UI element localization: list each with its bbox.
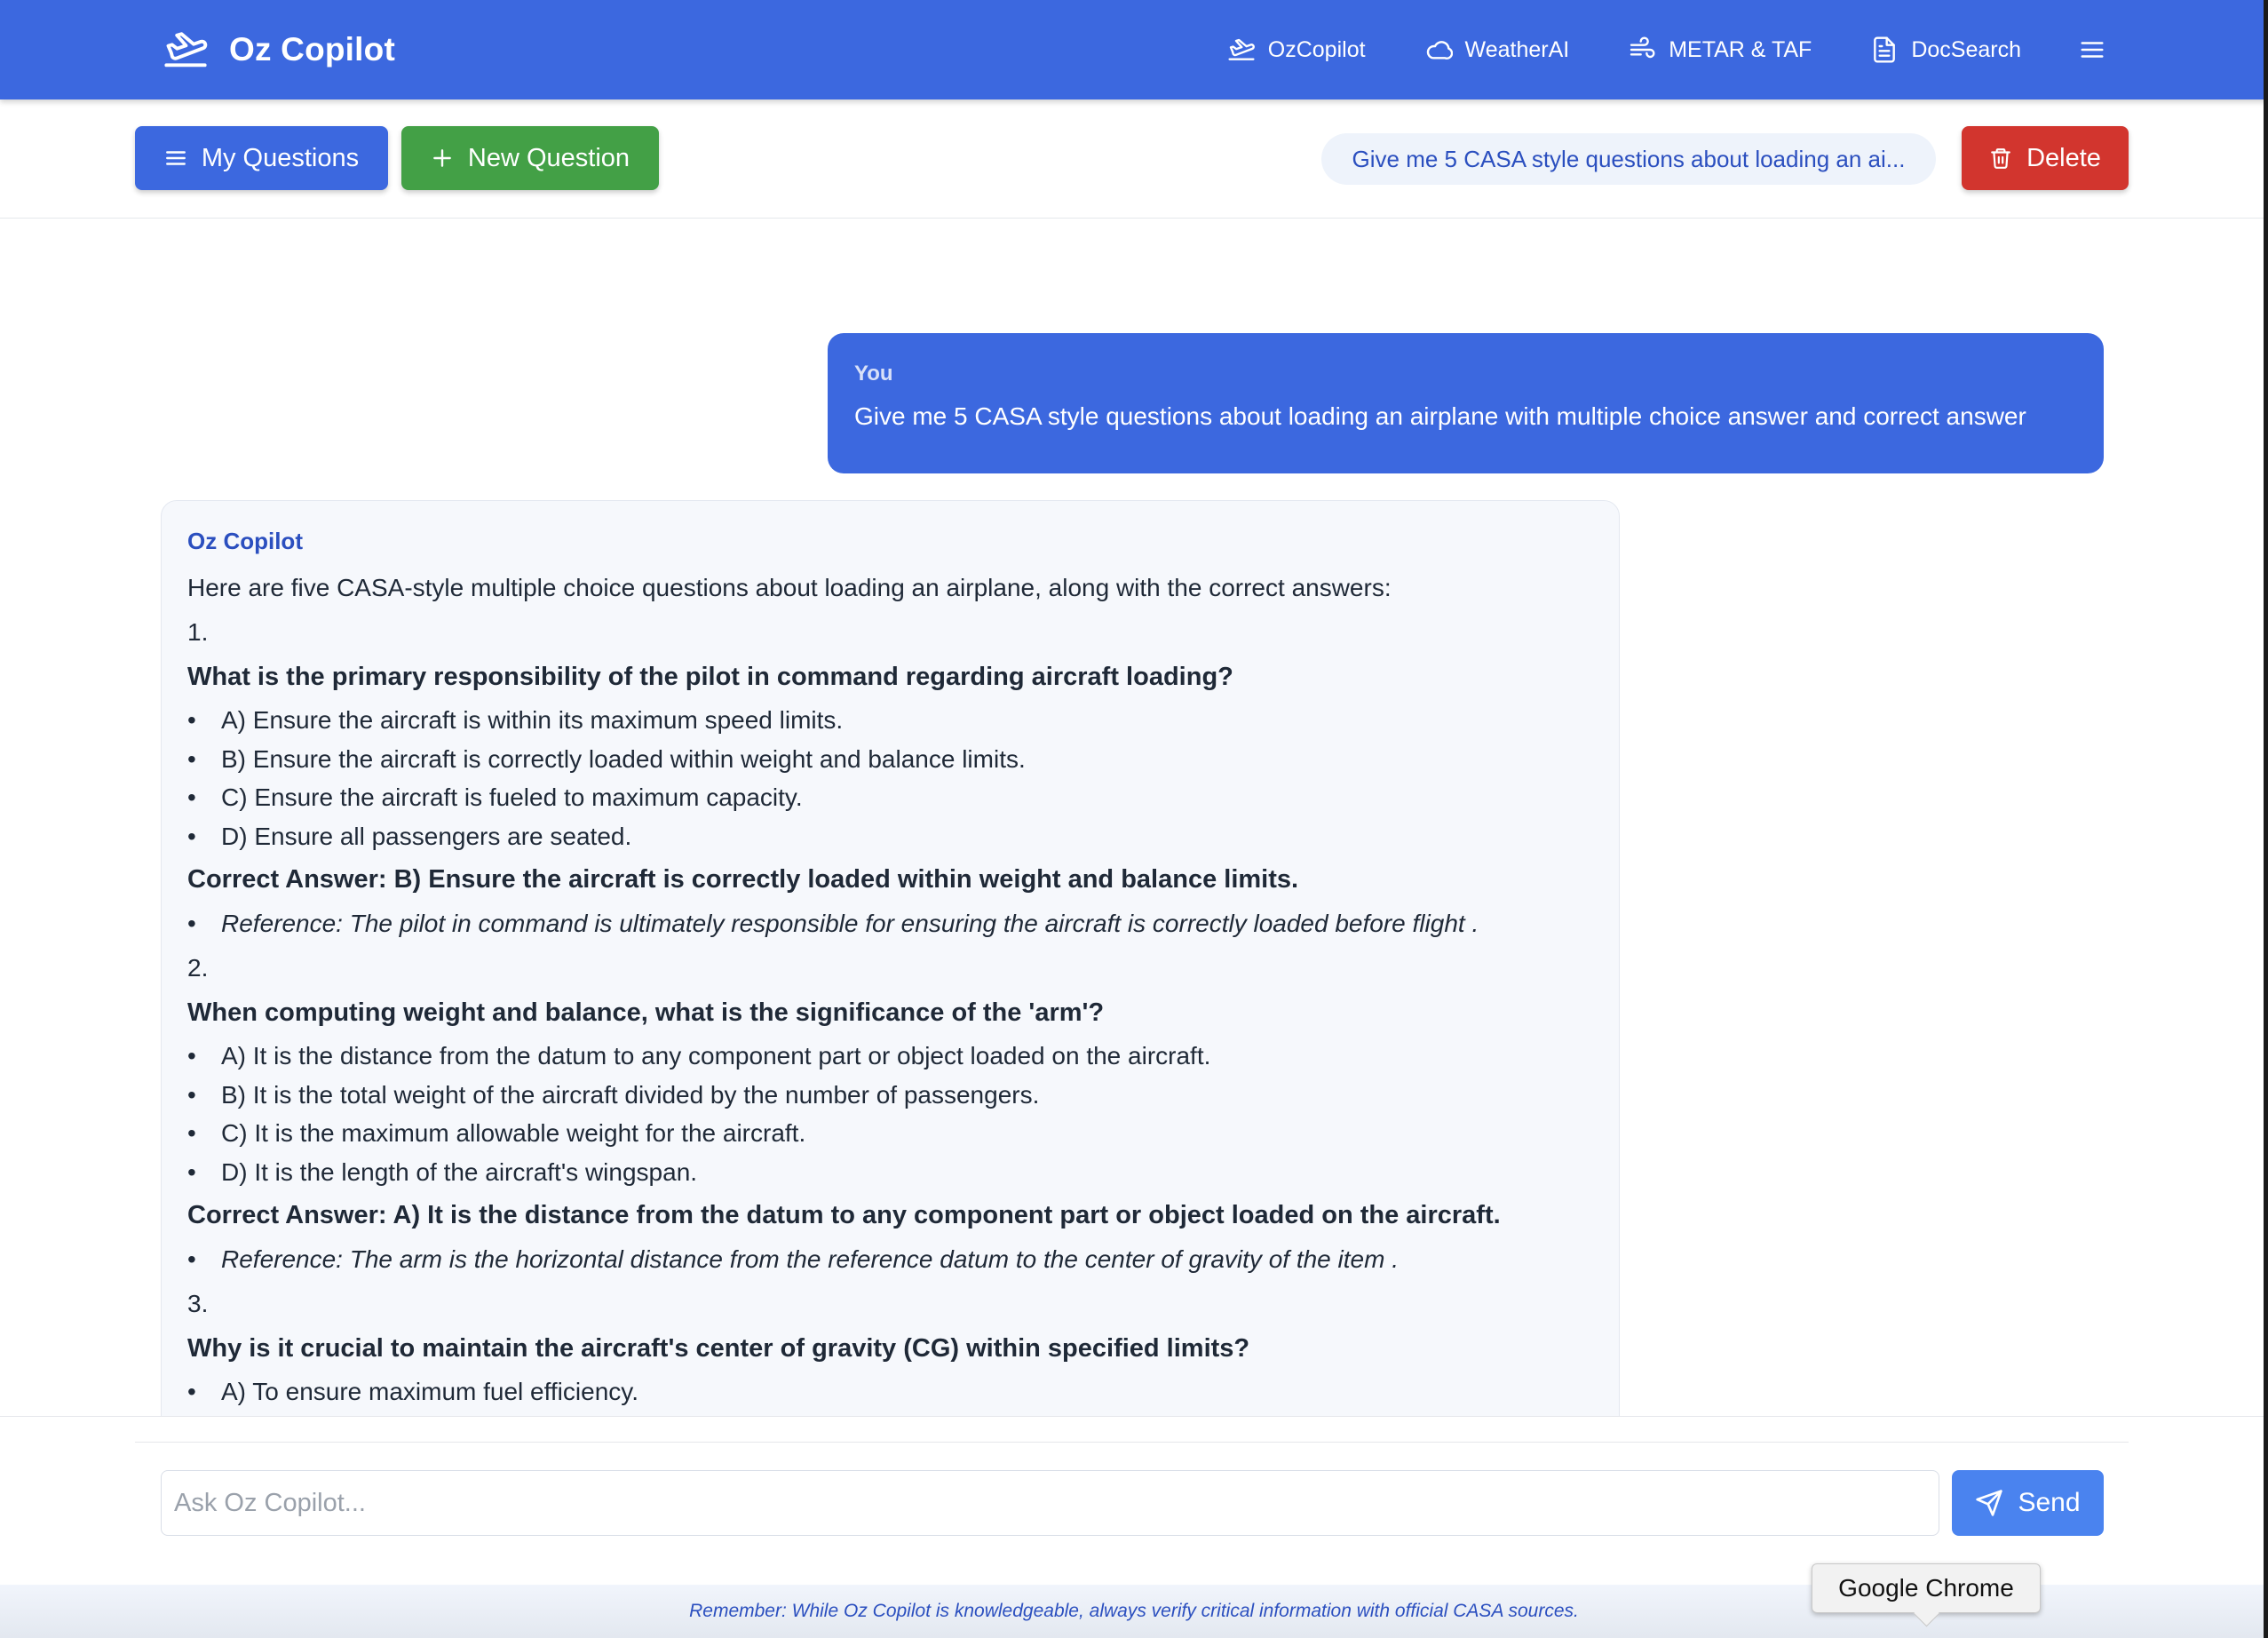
divider xyxy=(135,1442,2129,1443)
user-message xyxy=(828,333,2104,473)
document-icon xyxy=(1870,36,1899,64)
answer-option: • A) It is the distance from the datum to any component part or object loaded on the aircraft. xyxy=(187,1037,1592,1076)
nav-weatherai[interactable] xyxy=(1424,36,1570,64)
cloud-icon xyxy=(1424,36,1453,64)
nav-docsearch-label: DocSearch xyxy=(1911,36,2021,62)
window-edge xyxy=(2264,0,2268,1638)
new-question-button[interactable] xyxy=(401,126,659,190)
nav-metar-taf-label: METAR & TAF xyxy=(1669,36,1812,62)
delete-label: Delete xyxy=(2026,143,2101,172)
send-button[interactable] xyxy=(1952,1470,2104,1536)
answer-options xyxy=(187,701,1592,855)
question-number: 1. xyxy=(187,618,209,646)
answer-options xyxy=(187,1372,1592,1411)
nav-ozcopilot-label: OzCopilot xyxy=(1267,36,1366,62)
dock-tooltip: Google Chrome xyxy=(1812,1563,2041,1613)
hamburger-menu-icon xyxy=(2079,36,2105,63)
question-text: When computing weight and balance, what is the significance of the 'arm'? xyxy=(187,998,1105,1027)
list-icon xyxy=(164,147,187,170)
top-navbar xyxy=(0,0,2268,99)
chat-thread[interactable] xyxy=(0,219,2268,1416)
my-questions-button[interactable] xyxy=(135,126,388,190)
my-questions-label: My Questions xyxy=(201,143,360,172)
correct-answer: Correct Answer: B) Ensure the aircraft is correctly loaded within weight and balance limits. xyxy=(187,865,1299,894)
send-icon xyxy=(1975,1489,2003,1517)
reference-list xyxy=(187,903,1592,944)
main-nav xyxy=(1227,27,2108,73)
composer xyxy=(0,1416,2268,1585)
user-message-text: Give me 5 CASA style questions about loading an airplane with multiple choice answer and correct answer xyxy=(854,402,2026,430)
answer-option: • B) It is the total weight of the aircraft divided by the number of passengers. xyxy=(187,1076,1592,1115)
trash-icon xyxy=(1989,147,2012,170)
answer-option: • A) Ensure the aircraft is within its maximum speed limits. xyxy=(187,701,1592,740)
conversation-toolbar xyxy=(0,99,2268,219)
delete-button[interactable] xyxy=(1962,126,2129,190)
question-text: What is the primary responsibility of the pilot in command regarding aircraft loading? xyxy=(187,663,1233,691)
assistant-intro-text: Here are five CASA-style multiple choice questions about loading an airplane, along with the correct answers: xyxy=(187,574,1392,601)
plus-icon xyxy=(431,147,454,170)
answer-options xyxy=(187,1037,1592,1191)
assistant-sender-label: Oz Copilot xyxy=(187,528,303,554)
disclaimer-text: Remember: While Oz Copilot is knowledgeable, always verify critical information with official CASA sources. xyxy=(689,1601,1579,1621)
nav-metar-taf[interactable] xyxy=(1628,36,1812,64)
answer-option: • D) It is the length of the aircraft's wingspan. xyxy=(187,1153,1592,1192)
user-sender-label: You xyxy=(854,362,893,386)
nav-ozcopilot[interactable] xyxy=(1227,36,1366,64)
question-number: 3. xyxy=(187,1290,209,1317)
plane-takeoff-icon xyxy=(160,27,211,73)
nav-weatherai-label: WeatherAI xyxy=(1464,36,1570,62)
reference-text: • Reference: The arm is the horizontal distance from the reference datum to the center of gravity of the item . xyxy=(187,1239,1592,1280)
answer-option: • C) It is the maximum allowable weight for the aircraft. xyxy=(187,1114,1592,1153)
correct-answer: Correct Answer: A) It is the distance from the datum to any component part or object loaded on the aircraft. xyxy=(187,1201,1501,1229)
question-number: 2. xyxy=(187,954,209,982)
answer-option: • C) Ensure the aircraft is fueled to maximum capacity. xyxy=(187,778,1592,817)
brand[interactable] xyxy=(160,24,395,76)
assistant-message xyxy=(161,500,1620,1416)
hamburger-menu-button[interactable] xyxy=(2076,34,2108,66)
reference-text: • Reference: The pilot in command is ultimately responsible for ensuring the aircraft is correctly loaded before flight . xyxy=(187,903,1592,944)
answer-option: • D) Ensure all passengers are seated. xyxy=(187,817,1592,856)
reference-list xyxy=(187,1239,1592,1280)
plane-takeoff-icon xyxy=(1227,36,1256,64)
brand-name: Oz Copilot xyxy=(229,31,395,68)
nav-docsearch[interactable] xyxy=(1870,36,2021,64)
new-question-label: New Question xyxy=(467,143,630,172)
answer-option: • B) Ensure the aircraft is correctly loaded within weight and balance limits. xyxy=(187,740,1592,779)
answer-option: • A) To ensure maximum fuel efficiency. xyxy=(187,1372,1592,1411)
question-text: Why is it crucial to maintain the aircraft's center of gravity (CG) within specified limits? xyxy=(187,1334,1250,1363)
current-conversation-pill[interactable]: Give me 5 CASA style questions about loading an ai... xyxy=(1321,133,1936,185)
wind-icon xyxy=(1628,36,1656,64)
ask-input[interactable] xyxy=(161,1470,1939,1536)
send-label: Send xyxy=(2018,1488,2081,1517)
